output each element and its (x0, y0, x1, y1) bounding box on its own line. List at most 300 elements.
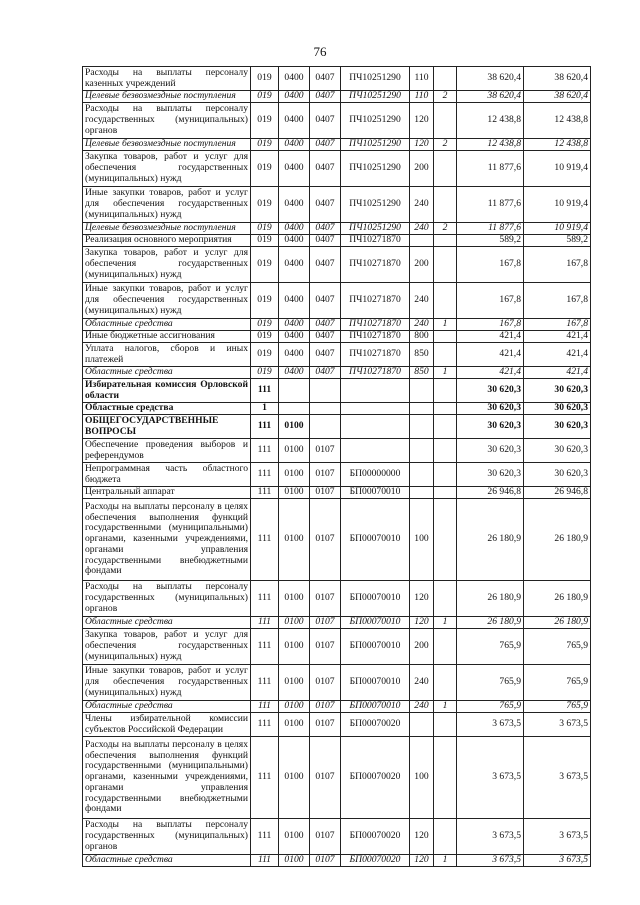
row-ved-code: 019 (251, 283, 279, 319)
row-subsection-code: 0407 (310, 235, 341, 247)
table-row (83, 319, 591, 331)
row-amount-1: 421,4 (457, 331, 524, 343)
row-subsection-code: 0107 (310, 819, 341, 855)
row-ved-code: 111 (251, 819, 279, 855)
row-name: Непрограммная часть областного бюджета (83, 463, 251, 487)
table-row (83, 487, 591, 499)
row-amount-1: 765,9 (457, 701, 524, 713)
row-name: Иные закупки товаров, работ и услуг для обеспечения государственных (муниципальных) нужд (83, 283, 251, 319)
row-amount-1: 30 620,3 (457, 415, 524, 439)
table-row (83, 403, 591, 415)
row-amount-2: 30 620,3 (524, 463, 591, 487)
row-name: Реализация основного мероприятия (83, 235, 251, 247)
row-ved-code: 111 (251, 737, 279, 819)
row-expense-type (410, 487, 434, 499)
row-ved-code: 111 (251, 581, 279, 617)
row-amount-2: 765,9 (524, 701, 591, 713)
row-ved-code: 111 (251, 665, 279, 701)
row-section-code: 0100 (279, 463, 310, 487)
row-target-article: ПЧ10271870 (341, 235, 410, 247)
row-amount-1: 589,2 (457, 235, 524, 247)
row-section-code: 0400 (279, 187, 310, 223)
row-expense-type: 240 (410, 283, 434, 319)
row-name: Закупка товаров, работ и услуг для обеспечения государственных (муниципальных) нужд (83, 629, 251, 665)
row-amount-1: 26 180,9 (457, 581, 524, 617)
row-subsection-code: 0107 (310, 487, 341, 499)
row-expense-type (410, 713, 434, 737)
row-expense-type: 120 (410, 581, 434, 617)
row-ved-code: 111 (251, 439, 279, 463)
row-target-article: БП00070010 (341, 701, 410, 713)
row-amount-2: 30 620,3 (524, 403, 591, 415)
row-target-article: БП00070020 (341, 819, 410, 855)
row-target-article: БП00070010 (341, 499, 410, 581)
table-row (83, 713, 591, 737)
row-section-code: 0400 (279, 151, 310, 187)
row-ved-code: 019 (251, 247, 279, 283)
table-row (83, 379, 591, 403)
table-row (83, 235, 591, 247)
row-amount-2: 421,4 (524, 331, 591, 343)
row-amount-2: 10 919,4 (524, 151, 591, 187)
row-section-code: 0400 (279, 367, 310, 379)
row-amount-2: 12 438,8 (524, 139, 591, 151)
row-source-code (434, 665, 457, 701)
row-name: Уплата налогов, сборов и иных платежей (83, 343, 251, 367)
row-amount-1: 11 877,6 (457, 223, 524, 235)
row-source-code (434, 403, 457, 415)
row-name: Расходы на выплаты персоналу в целях обеспечения выполнения функций государственными (муниципальными) органами, казенными учреждениями, органами управления государственными внебюджетными фондами (83, 499, 251, 581)
row-name: Иные бюджетные ассигнования (83, 331, 251, 343)
row-target-article: ПЧ10251290 (341, 103, 410, 139)
row-expense-type (410, 379, 434, 403)
row-target-article: ПЧ10271870 (341, 367, 410, 379)
row-target-article: ПЧ10271870 (341, 331, 410, 343)
row-amount-1: 30 620,3 (457, 379, 524, 403)
row-expense-type: 200 (410, 629, 434, 665)
row-subsection-code: 0407 (310, 103, 341, 139)
table-row (83, 139, 591, 151)
row-ved-code: 019 (251, 139, 279, 151)
row-subsection-code: 0407 (310, 367, 341, 379)
row-section-code: 0100 (279, 487, 310, 499)
row-subsection-code: 0407 (310, 187, 341, 223)
row-ved-code: 111 (251, 701, 279, 713)
row-source-code (434, 581, 457, 617)
row-expense-type: 110 (410, 67, 434, 91)
row-amount-1: 38 620,4 (457, 67, 524, 91)
row-section-code: 0400 (279, 235, 310, 247)
row-source-code: 1 (434, 617, 457, 629)
row-amount-2: 3 673,5 (524, 713, 591, 737)
row-target-article: БП00070020 (341, 855, 410, 867)
row-amount-1: 30 620,3 (457, 439, 524, 463)
row-expense-type: 120 (410, 617, 434, 629)
row-expense-type: 120 (410, 103, 434, 139)
table-row (83, 91, 591, 103)
row-section-code: 0100 (279, 701, 310, 713)
row-amount-2: 38 620,4 (524, 67, 591, 91)
row-name: Иные закупки товаров, работ и услуг для обеспечения государственных (муниципальных) нужд (83, 665, 251, 701)
table-row (83, 223, 591, 235)
row-name: Расходы на выплаты персоналу государственных (муниципальных) органов (83, 581, 251, 617)
row-name: Расходы на выплаты персоналу в целях обеспечения выполнения функций государственными (муниципальными) органами, казенными учреждениями, органами управления государственными внебюджетными фондами (83, 737, 251, 819)
row-section-code: 0100 (279, 617, 310, 629)
row-section-code: 0400 (279, 223, 310, 235)
table-row (83, 665, 591, 701)
row-ved-code: 019 (251, 319, 279, 331)
row-ved-code: 019 (251, 331, 279, 343)
row-amount-1: 26 946,8 (457, 487, 524, 499)
table-row (83, 283, 591, 319)
row-target-article: ПЧ10251290 (341, 223, 410, 235)
row-subsection-code: 0107 (310, 701, 341, 713)
row-expense-type: 850 (410, 343, 434, 367)
row-source-code (434, 629, 457, 665)
row-name: Областные средства (83, 855, 251, 867)
row-source-code (434, 187, 457, 223)
row-amount-1: 3 673,5 (457, 855, 524, 867)
row-amount-2: 30 620,3 (524, 379, 591, 403)
row-amount-2: 421,4 (524, 367, 591, 379)
row-expense-type: 240 (410, 665, 434, 701)
row-expense-type: 110 (410, 91, 434, 103)
row-name: Иные закупки товаров, работ и услуг для обеспечения государственных (муниципальных) нужд (83, 187, 251, 223)
budget-table (82, 66, 591, 867)
row-name: Областные средства (83, 701, 251, 713)
row-source-code: 2 (434, 139, 457, 151)
table-row (83, 581, 591, 617)
row-subsection-code: 0407 (310, 139, 341, 151)
row-section-code: 0100 (279, 499, 310, 581)
row-ved-code: 111 (251, 617, 279, 629)
row-amount-1: 12 438,8 (457, 139, 524, 151)
row-name: Расходы на выплаты персоналу государственных (муниципальных) органов (83, 819, 251, 855)
row-amount-1: 30 620,3 (457, 403, 524, 415)
row-target-article: БП00070010 (341, 487, 410, 499)
row-ved-code: 019 (251, 91, 279, 103)
row-target-article: БП00070020 (341, 713, 410, 737)
table-row (83, 103, 591, 139)
row-amount-2: 26 180,9 (524, 499, 591, 581)
row-source-code (434, 103, 457, 139)
row-source-code: 1 (434, 855, 457, 867)
row-name: Областные средства (83, 403, 251, 415)
row-subsection-code: 0107 (310, 737, 341, 819)
row-subsection-code: 0407 (310, 151, 341, 187)
row-amount-1: 3 673,5 (457, 819, 524, 855)
table-row (83, 331, 591, 343)
table-row (83, 629, 591, 665)
row-target-article: БП00070010 (341, 581, 410, 617)
row-amount-1: 765,9 (457, 629, 524, 665)
row-amount-1: 167,8 (457, 247, 524, 283)
row-source-code (434, 379, 457, 403)
row-amount-2: 26 180,9 (524, 617, 591, 629)
row-ved-code: 019 (251, 367, 279, 379)
row-amount-2: 3 673,5 (524, 819, 591, 855)
table-row (83, 701, 591, 713)
row-section-code: 0100 (279, 581, 310, 617)
row-target-article (341, 379, 410, 403)
row-source-code (434, 819, 457, 855)
row-target-article (341, 403, 410, 415)
row-expense-type: 120 (410, 139, 434, 151)
row-ved-code: 111 (251, 855, 279, 867)
row-name: Избирательная комиссия Орловской области (83, 379, 251, 403)
row-expense-type: 240 (410, 319, 434, 331)
row-ved-code: 019 (251, 343, 279, 367)
row-expense-type (410, 439, 434, 463)
row-target-article: БП00070010 (341, 617, 410, 629)
row-name: Центральный аппарат (83, 487, 251, 499)
row-source-code (434, 713, 457, 737)
row-source-code: 1 (434, 319, 457, 331)
row-subsection-code: 0107 (310, 665, 341, 701)
row-name: Областные средства (83, 319, 251, 331)
row-expense-type: 120 (410, 855, 434, 867)
row-amount-1: 11 877,6 (457, 151, 524, 187)
row-source-code (434, 487, 457, 499)
row-source-code (434, 439, 457, 463)
row-name: Обеспечение проведения выборов и референдумов (83, 439, 251, 463)
row-target-article: БП00070010 (341, 665, 410, 701)
row-source-code: 2 (434, 223, 457, 235)
row-section-code: 0400 (279, 91, 310, 103)
row-source-code: 1 (434, 701, 457, 713)
row-subsection-code (310, 379, 341, 403)
row-amount-1: 765,9 (457, 665, 524, 701)
row-name: Расходы на выплаты персоналу казенных учреждений (83, 67, 251, 91)
row-subsection-code: 0107 (310, 463, 341, 487)
row-expense-type: 240 (410, 187, 434, 223)
row-amount-2: 765,9 (524, 665, 591, 701)
row-source-code (434, 737, 457, 819)
row-amount-1: 421,4 (457, 343, 524, 367)
row-subsection-code: 0107 (310, 617, 341, 629)
row-target-article: ПЧ10271870 (341, 247, 410, 283)
row-target-article: БП00070010 (341, 629, 410, 665)
row-ved-code: 019 (251, 151, 279, 187)
row-source-code (434, 283, 457, 319)
row-target-article: ПЧ10251290 (341, 139, 410, 151)
row-expense-type: 200 (410, 247, 434, 283)
row-amount-1: 11 877,6 (457, 187, 524, 223)
row-amount-1: 421,4 (457, 367, 524, 379)
page-number: 76 (313, 44, 327, 59)
row-section-code (279, 379, 310, 403)
row-subsection-code: 0107 (310, 439, 341, 463)
row-ved-code: 111 (251, 379, 279, 403)
row-name: Закупка товаров, работ и услуг для обеспечения государственных (муниципальных) нужд (83, 247, 251, 283)
row-source-code (434, 499, 457, 581)
table-row (83, 247, 591, 283)
row-source-code (434, 151, 457, 187)
row-target-article: ПЧ10251290 (341, 151, 410, 187)
row-expense-type: 800 (410, 331, 434, 343)
row-ved-code: 019 (251, 235, 279, 247)
row-subsection-code: 0107 (310, 629, 341, 665)
row-ved-code: 019 (251, 223, 279, 235)
row-amount-1: 3 673,5 (457, 737, 524, 819)
table-row (83, 463, 591, 487)
row-ved-code: 111 (251, 415, 279, 439)
row-subsection-code: 0107 (310, 581, 341, 617)
row-ved-code: 019 (251, 103, 279, 139)
row-name: ОБЩЕГОСУДАРСТВЕННЫЕ ВОПРОСЫ (83, 415, 251, 439)
row-section-code: 0400 (279, 103, 310, 139)
row-expense-type: 240 (410, 701, 434, 713)
row-amount-1: 12 438,8 (457, 103, 524, 139)
row-source-code: 1 (434, 367, 457, 379)
row-subsection-code: 0107 (310, 713, 341, 737)
row-target-article: БП00070020 (341, 737, 410, 819)
table-row (83, 617, 591, 629)
row-subsection-code: 0407 (310, 247, 341, 283)
row-amount-1: 3 673,5 (457, 713, 524, 737)
row-amount-2: 26 946,8 (524, 487, 591, 499)
row-amount-1: 30 620,3 (457, 463, 524, 487)
row-expense-type (410, 415, 434, 439)
table-row (83, 343, 591, 367)
row-amount-2: 421,4 (524, 343, 591, 367)
row-section-code: 0400 (279, 319, 310, 331)
row-section-code: 0100 (279, 629, 310, 665)
row-ved-code: 111 (251, 487, 279, 499)
row-source-code (434, 235, 457, 247)
row-expense-type: 240 (410, 223, 434, 235)
row-source-code (434, 343, 457, 367)
row-amount-1: 167,8 (457, 319, 524, 331)
row-section-code: 0100 (279, 665, 310, 701)
row-amount-2: 167,8 (524, 319, 591, 331)
row-expense-type: 100 (410, 499, 434, 581)
table-row (83, 67, 591, 91)
row-ved-code: 1 (251, 403, 279, 415)
row-subsection-code: 0407 (310, 283, 341, 319)
row-subsection-code: 0407 (310, 331, 341, 343)
row-section-code: 0100 (279, 713, 310, 737)
row-amount-2: 38 620,4 (524, 91, 591, 103)
row-section-code: 0400 (279, 283, 310, 319)
table-row (83, 855, 591, 867)
row-subsection-code: 0407 (310, 343, 341, 367)
row-target-article: БП00000000 (341, 463, 410, 487)
row-expense-type: 200 (410, 151, 434, 187)
row-section-code: 0400 (279, 331, 310, 343)
row-source-code (434, 67, 457, 91)
row-ved-code: 111 (251, 629, 279, 665)
row-source-code (434, 247, 457, 283)
row-source-code (434, 415, 457, 439)
budget-table-body (83, 67, 591, 867)
row-amount-2: 3 673,5 (524, 855, 591, 867)
table-row (83, 187, 591, 223)
table-row (83, 499, 591, 581)
row-source-code (434, 331, 457, 343)
row-section-code: 0100 (279, 439, 310, 463)
row-subsection-code: 0407 (310, 67, 341, 91)
row-amount-2: 26 180,9 (524, 581, 591, 617)
row-expense-type: 120 (410, 819, 434, 855)
row-ved-code: 111 (251, 713, 279, 737)
row-ved-code: 019 (251, 187, 279, 223)
row-target-article (341, 415, 410, 439)
table-row (83, 367, 591, 379)
row-section-code: 0100 (279, 415, 310, 439)
row-subsection-code: 0407 (310, 319, 341, 331)
table-row (83, 151, 591, 187)
row-subsection-code: 0107 (310, 855, 341, 867)
row-ved-code: 111 (251, 499, 279, 581)
row-subsection-code: 0407 (310, 223, 341, 235)
row-source-code: 2 (434, 91, 457, 103)
row-name: Члены избирательной комиссии субъектов Российской Федерации (83, 713, 251, 737)
row-amount-2: 10 919,4 (524, 187, 591, 223)
table-row (83, 737, 591, 819)
row-name: Областные средства (83, 367, 251, 379)
row-target-article: ПЧ10251290 (341, 91, 410, 103)
row-name: Целевые безвозмездные поступления (83, 91, 251, 103)
row-amount-2: 3 673,5 (524, 737, 591, 819)
row-section-code: 0400 (279, 247, 310, 283)
table-row (83, 439, 591, 463)
row-name: Целевые безвозмездные поступления (83, 223, 251, 235)
row-name: Областные средства (83, 617, 251, 629)
row-name: Расходы на выплаты персоналу государственных (муниципальных) органов (83, 103, 251, 139)
row-amount-2: 30 620,3 (524, 415, 591, 439)
row-expense-type: 100 (410, 737, 434, 819)
row-expense-type (410, 463, 434, 487)
row-target-article: ПЧ10251290 (341, 187, 410, 223)
row-section-code: 0100 (279, 737, 310, 819)
row-target-article (341, 439, 410, 463)
row-amount-1: 26 180,9 (457, 617, 524, 629)
row-name: Целевые безвозмездные поступления (83, 139, 251, 151)
row-section-code: 0100 (279, 819, 310, 855)
row-amount-2: 12 438,8 (524, 103, 591, 139)
row-amount-2: 30 620,3 (524, 439, 591, 463)
row-source-code (434, 463, 457, 487)
row-amount-1: 26 180,9 (457, 499, 524, 581)
row-amount-1: 167,8 (457, 283, 524, 319)
row-name: Закупка товаров, работ и услуг для обеспечения государственных (муниципальных) нужд (83, 151, 251, 187)
row-target-article: ПЧ10271870 (341, 283, 410, 319)
row-section-code: 0400 (279, 67, 310, 91)
table-row (83, 415, 591, 439)
row-amount-2: 765,9 (524, 629, 591, 665)
row-section-code: 0100 (279, 855, 310, 867)
row-ved-code: 111 (251, 463, 279, 487)
row-ved-code: 019 (251, 67, 279, 91)
row-subsection-code: 0107 (310, 499, 341, 581)
row-section-code: 0400 (279, 343, 310, 367)
row-amount-2: 589,2 (524, 235, 591, 247)
row-expense-type: 850 (410, 367, 434, 379)
row-target-article: ПЧ10271870 (341, 343, 410, 367)
row-amount-2: 10 919,4 (524, 223, 591, 235)
table-row (83, 819, 591, 855)
row-amount-2: 167,8 (524, 247, 591, 283)
row-expense-type (410, 235, 434, 247)
row-target-article: ПЧ10271870 (341, 319, 410, 331)
row-amount-1: 38 620,4 (457, 91, 524, 103)
row-subsection-code: 0407 (310, 91, 341, 103)
row-subsection-code (310, 415, 341, 439)
row-amount-2: 167,8 (524, 283, 591, 319)
row-section-code: 0400 (279, 139, 310, 151)
row-section-code (279, 403, 310, 415)
